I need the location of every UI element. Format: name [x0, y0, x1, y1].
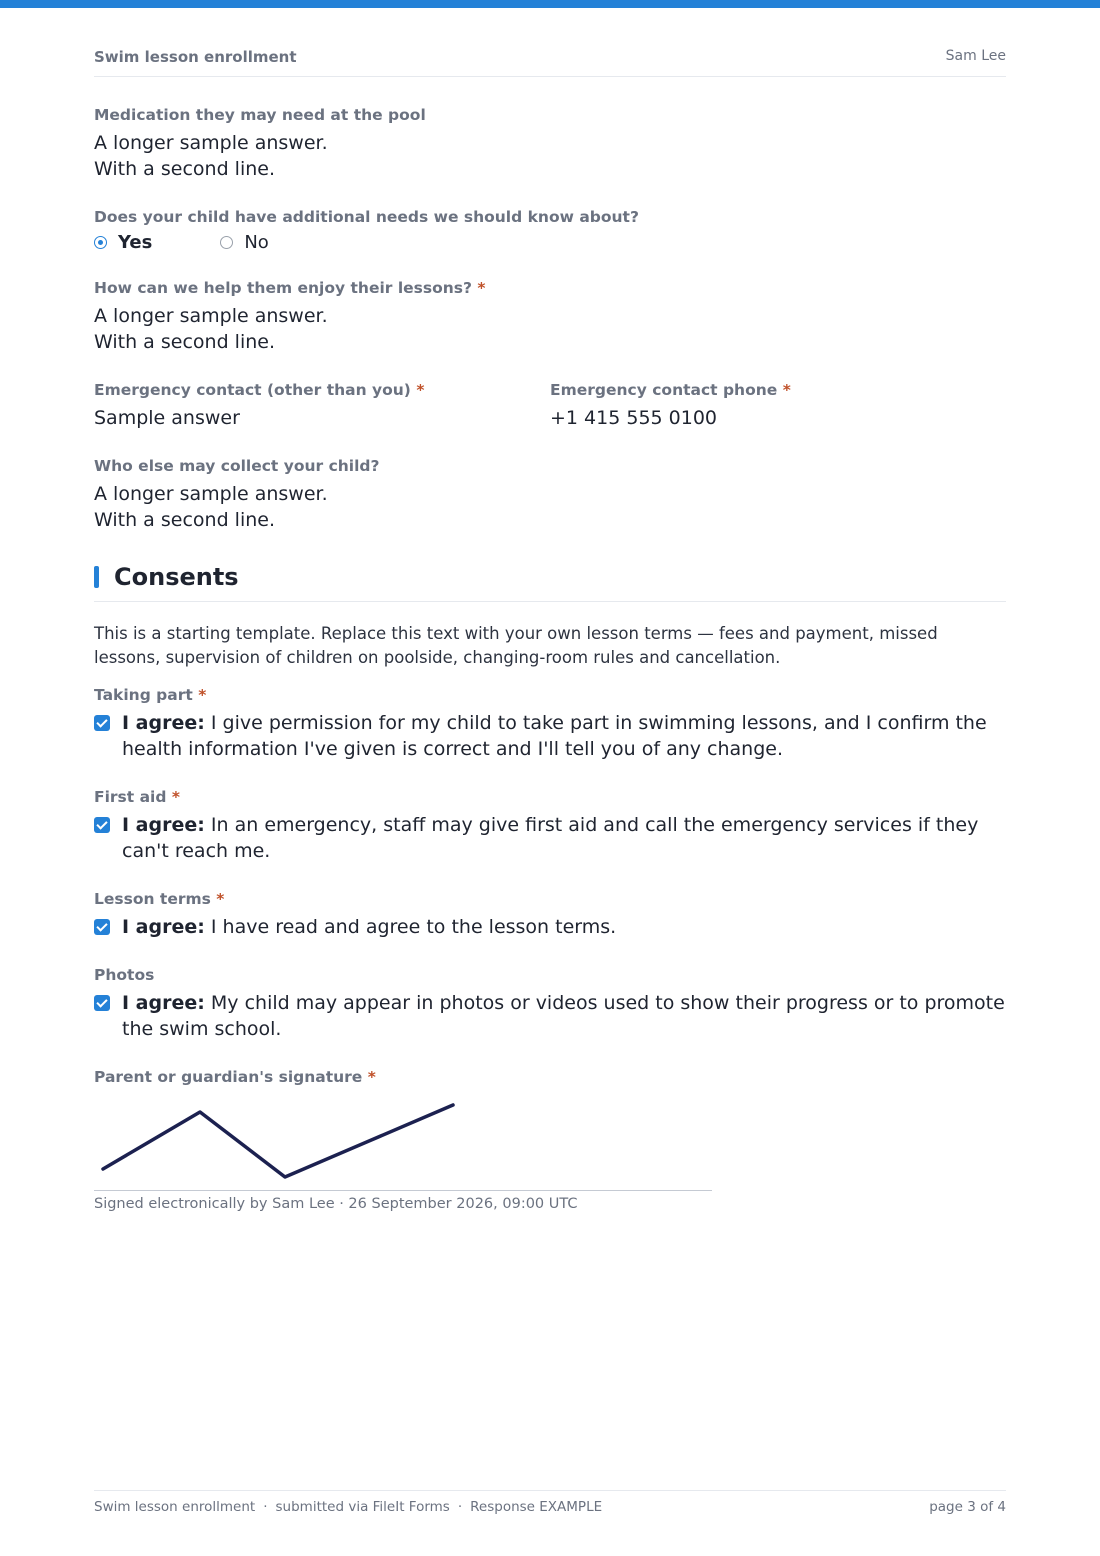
answer-line: A longer sample answer.	[94, 483, 328, 505]
user-name: Sam Lee	[945, 48, 1006, 64]
field-who-collects	[94, 455, 1006, 533]
field-label-text: First aid	[94, 788, 167, 806]
answer-line: A longer sample answer.	[94, 305, 328, 327]
consent-statement: In an emergency, staff may give first aid and call the emergency services if they can't reach me.	[122, 814, 979, 862]
field-label-text: How can we help them enjoy their lessons?	[94, 279, 472, 297]
radio-no[interactable]	[220, 232, 268, 253]
consent-statement: I have read and agree to the lesson terms.	[210, 916, 617, 938]
consent-row	[94, 710, 1006, 762]
top-accent-bar	[0, 0, 1100, 8]
required-mark: *	[367, 1068, 376, 1086]
agree-label: I agree:	[122, 992, 205, 1014]
required-mark: *	[782, 381, 791, 399]
field-label-text: Emergency contact phone	[550, 381, 778, 399]
form-title: Swim lesson enrollment	[94, 48, 297, 66]
field-value	[94, 130, 1006, 182]
signature-stroke	[103, 1105, 453, 1177]
field-value	[94, 303, 1006, 355]
section-accent-bar	[94, 566, 99, 588]
consent-photos	[94, 964, 1006, 1042]
field-emergency-contact	[94, 379, 550, 431]
radio-group	[94, 232, 1006, 253]
radio-selected-icon	[94, 236, 107, 249]
field-enjoy-lessons	[94, 277, 1006, 355]
answer-line: With a second line.	[94, 158, 275, 180]
signature-box	[94, 1096, 712, 1191]
field-label	[94, 888, 1006, 910]
consent-row	[94, 812, 1006, 864]
footer-separator: ·	[263, 1499, 268, 1515]
required-mark: *	[477, 279, 486, 297]
field-value: +1 415 555 0100	[550, 407, 718, 429]
required-mark: *	[216, 890, 225, 908]
field-medication	[94, 104, 1006, 182]
field-signature	[94, 1066, 1006, 1212]
field-label	[94, 379, 550, 401]
answer-line: With a second line.	[94, 331, 275, 353]
page-footer	[94, 1490, 1006, 1515]
section-title: Consents	[114, 563, 239, 591]
field-value: Sample answer	[94, 407, 240, 429]
checkbox-checked-icon[interactable]	[94, 715, 110, 731]
footer-submitted: submitted via FileIt Forms	[275, 1499, 450, 1515]
field-label	[94, 964, 1006, 986]
consent-first-aid	[94, 786, 1006, 864]
radio-yes[interactable]	[94, 232, 152, 253]
required-mark: *	[416, 381, 425, 399]
field-label	[94, 277, 1006, 299]
consent-row	[94, 990, 1006, 1042]
agree-label: I agree:	[122, 814, 205, 836]
checkbox-checked-icon[interactable]	[94, 995, 110, 1011]
consent-statement: I give permission for my child to take part in swimming lessons, and I confirm the health information I've given is correct and I'll tell you of any change.	[122, 712, 987, 760]
consent-row	[94, 914, 1006, 940]
consent-statement: My child may appear in photos or videos used to show their progress or to promote the swim school.	[122, 992, 1005, 1040]
field-label-text: Lesson terms	[94, 890, 211, 908]
answer-line: A longer sample answer.	[94, 132, 328, 154]
field-label-text: Taking part	[94, 686, 193, 704]
field-label-text: Parent or guardian's signature	[94, 1068, 363, 1086]
checkbox-checked-icon[interactable]	[94, 817, 110, 833]
field-value	[94, 481, 1006, 533]
field-label	[550, 379, 1006, 401]
field-label-text: Photos	[94, 966, 155, 984]
footer-response: Response EXAMPLE	[470, 1499, 603, 1515]
field-label: Medication they may need at the pool	[94, 106, 426, 124]
consent-taking-part	[94, 684, 1006, 762]
field-emergency-phone	[550, 379, 1006, 431]
consents-intro: This is a starting template. Replace this text with your own lesson terms — fees and payment, missed lessons, supervision of children on poolside, changing-room rules and cancellation.	[94, 624, 938, 667]
signature-drawing	[94, 1096, 712, 1190]
field-label: Who else may collect your child?	[94, 457, 380, 475]
consent-lesson-terms	[94, 888, 1006, 940]
radio-label: Yes	[118, 232, 153, 253]
footer-meta	[94, 1499, 602, 1515]
consents-heading	[94, 563, 1006, 602]
signature-note: Signed electronically by Sam Lee · 26 September 2026, 09:00 UTC	[94, 1196, 578, 1212]
field-label	[94, 1066, 1006, 1088]
checkbox-checked-icon[interactable]	[94, 919, 110, 935]
form-content	[94, 104, 1006, 1236]
page-header	[94, 48, 1006, 77]
consent-text	[122, 990, 1006, 1042]
field-label	[94, 684, 1006, 706]
footer-separator: ·	[457, 1499, 463, 1515]
field-label	[94, 786, 1006, 808]
required-mark: *	[171, 788, 180, 806]
emergency-row	[94, 379, 1006, 431]
consent-text	[122, 812, 1006, 864]
agree-label: I agree:	[122, 712, 205, 734]
radio-label: No	[244, 232, 269, 253]
consent-text	[122, 914, 616, 940]
field-label-text: Emergency contact (other than you)	[94, 381, 411, 399]
page-number: page 3 of 4	[929, 1499, 1006, 1515]
answer-line: With a second line.	[94, 509, 275, 531]
required-mark: *	[198, 686, 207, 704]
radio-empty-icon	[220, 236, 233, 249]
agree-label: I agree:	[122, 916, 205, 938]
field-additional-needs	[94, 206, 1006, 253]
footer-form-name: Swim lesson enrollment	[94, 1499, 256, 1515]
consent-text	[122, 710, 1006, 762]
field-label: Does your child have additional needs we should know about?	[94, 208, 639, 226]
